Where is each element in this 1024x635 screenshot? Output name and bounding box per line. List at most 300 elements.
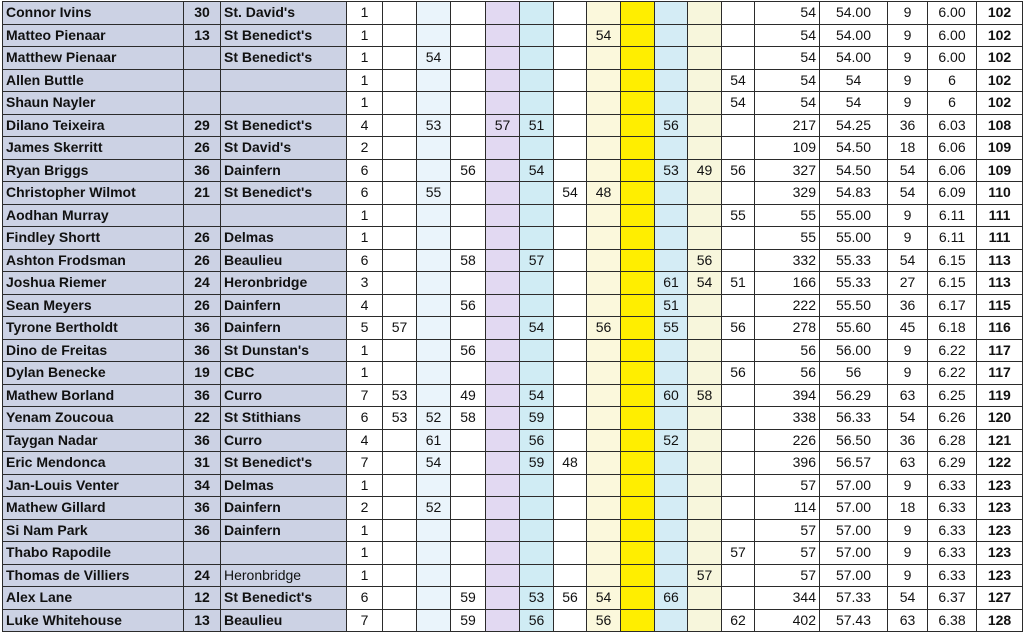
- rounds-played: 1: [347, 69, 383, 92]
- par-total: 9: [888, 564, 928, 587]
- round-score: [722, 429, 755, 452]
- player-name: Dilano Teixeira: [3, 114, 184, 137]
- rank: 110: [977, 182, 1023, 205]
- round-score: [688, 317, 722, 340]
- round-score: [520, 137, 554, 160]
- round-score: [621, 92, 655, 115]
- average-score: 54.00: [820, 47, 888, 70]
- round-score: [688, 92, 722, 115]
- round-score: [655, 24, 688, 47]
- table-row: [3, 2, 1023, 25]
- round-score: [554, 159, 587, 182]
- average-score: 56.29: [820, 384, 888, 407]
- rounds-played: 1: [347, 564, 383, 587]
- round-score: [621, 137, 655, 160]
- round-score: 56: [688, 249, 722, 272]
- round-score: [554, 92, 587, 115]
- round-score: 54: [520, 384, 554, 407]
- average-score: 56.50: [820, 429, 888, 452]
- round-score: [688, 137, 722, 160]
- round-score: [486, 92, 520, 115]
- round-score: [486, 497, 520, 520]
- average-score: 57.00: [820, 497, 888, 520]
- round-score: [383, 519, 417, 542]
- rank: 128: [977, 609, 1023, 632]
- round-score: [655, 564, 688, 587]
- round-score: 59: [520, 407, 554, 430]
- table-row: [3, 137, 1023, 160]
- rounds-played: 6: [347, 249, 383, 272]
- round-score: [722, 564, 755, 587]
- total-score: 54: [755, 92, 820, 115]
- table-row: [3, 609, 1023, 632]
- round-score: 56: [722, 159, 755, 182]
- per-hole-average: 6.33: [928, 497, 977, 520]
- round-score: [722, 452, 755, 475]
- round-score: [486, 609, 520, 632]
- round-score: [554, 137, 587, 160]
- round-score: [587, 2, 621, 25]
- table-row: [3, 47, 1023, 70]
- round-score: 54: [587, 24, 621, 47]
- handicap: 36: [184, 497, 221, 520]
- total-score: 54: [755, 24, 820, 47]
- round-score: [451, 542, 486, 565]
- table-row: [3, 339, 1023, 362]
- total-score: 54: [755, 69, 820, 92]
- par-total: 63: [888, 452, 928, 475]
- round-score: [486, 2, 520, 25]
- round-score: [655, 92, 688, 115]
- total-score: 54: [755, 47, 820, 70]
- rounds-played: 1: [347, 92, 383, 115]
- round-score: [722, 2, 755, 25]
- round-score: [587, 92, 621, 115]
- round-score: [587, 47, 621, 70]
- handicap: [184, 542, 221, 565]
- round-score: 53: [383, 384, 417, 407]
- round-score: [417, 609, 451, 632]
- table-row: [3, 159, 1023, 182]
- handicap: 22: [184, 407, 221, 430]
- round-score: [486, 47, 520, 70]
- player-name: Si Nam Park: [3, 519, 184, 542]
- round-score: [688, 47, 722, 70]
- club-name: Curro: [221, 429, 347, 452]
- per-hole-average: 6.29: [928, 452, 977, 475]
- round-score: [655, 47, 688, 70]
- round-score: [554, 497, 587, 520]
- round-score: [520, 362, 554, 385]
- par-total: 27: [888, 272, 928, 295]
- per-hole-average: 6.22: [928, 362, 977, 385]
- round-score: [417, 587, 451, 610]
- total-score: 55: [755, 204, 820, 227]
- round-score: 66: [655, 587, 688, 610]
- club-name: St Benedict's: [221, 587, 347, 610]
- round-score: [688, 2, 722, 25]
- rank: 113: [977, 272, 1023, 295]
- round-score: [688, 587, 722, 610]
- round-score: 59: [451, 609, 486, 632]
- round-score: [722, 497, 755, 520]
- total-score: 56: [755, 362, 820, 385]
- par-total: 18: [888, 497, 928, 520]
- round-score: [383, 452, 417, 475]
- round-score: [587, 204, 621, 227]
- club-name: St Benedict's: [221, 24, 347, 47]
- round-score: [587, 407, 621, 430]
- per-hole-average: 6.28: [928, 429, 977, 452]
- rounds-played: 7: [347, 609, 383, 632]
- average-score: 54: [820, 69, 888, 92]
- round-score: [417, 92, 451, 115]
- round-score: [417, 249, 451, 272]
- average-score: 54.00: [820, 24, 888, 47]
- player-name: Matthew Pienaar: [3, 47, 184, 70]
- round-score: [688, 69, 722, 92]
- round-score: [486, 407, 520, 430]
- rounds-played: 7: [347, 384, 383, 407]
- round-score: [520, 542, 554, 565]
- total-score: 338: [755, 407, 820, 430]
- table-row: [3, 407, 1023, 430]
- round-score: [688, 542, 722, 565]
- rank: 109: [977, 159, 1023, 182]
- round-score: [451, 204, 486, 227]
- rank: 116: [977, 317, 1023, 340]
- average-score: 57.00: [820, 474, 888, 497]
- round-score: [383, 564, 417, 587]
- rounds-played: 1: [347, 204, 383, 227]
- round-score: [451, 452, 486, 475]
- round-score: 48: [587, 182, 621, 205]
- club-name: Delmas: [221, 474, 347, 497]
- club-name: St Benedict's: [221, 182, 347, 205]
- round-score: [486, 24, 520, 47]
- total-score: 222: [755, 294, 820, 317]
- club-name: Dainfern: [221, 497, 347, 520]
- round-score: [383, 69, 417, 92]
- club-name: Heronbridge: [221, 272, 347, 295]
- round-score: [554, 542, 587, 565]
- par-total: 54: [888, 407, 928, 430]
- round-score: [621, 272, 655, 295]
- round-score: [722, 227, 755, 250]
- rank: 102: [977, 2, 1023, 25]
- round-score: [520, 339, 554, 362]
- round-score: [383, 92, 417, 115]
- round-score: 53: [383, 407, 417, 430]
- round-score: 54: [722, 69, 755, 92]
- par-total: 36: [888, 429, 928, 452]
- par-total: 9: [888, 474, 928, 497]
- round-score: [486, 137, 520, 160]
- average-score: 55.00: [820, 227, 888, 250]
- handicap: 36: [184, 159, 221, 182]
- round-score: 52: [655, 429, 688, 452]
- round-score: [451, 182, 486, 205]
- per-hole-average: 6.15: [928, 249, 977, 272]
- par-total: 9: [888, 519, 928, 542]
- total-score: 226: [755, 429, 820, 452]
- round-score: [451, 474, 486, 497]
- player-name: Jan-Louis Venter: [3, 474, 184, 497]
- total-score: 396: [755, 452, 820, 475]
- round-score: [451, 564, 486, 587]
- round-score: 61: [655, 272, 688, 295]
- round-score: [621, 249, 655, 272]
- round-score: [417, 137, 451, 160]
- total-score: 109: [755, 137, 820, 160]
- handicap: [184, 47, 221, 70]
- average-score: 54.50: [820, 159, 888, 182]
- round-score: [383, 587, 417, 610]
- average-score: 55.00: [820, 204, 888, 227]
- round-score: 56: [451, 159, 486, 182]
- handicap: 12: [184, 587, 221, 610]
- round-score: [587, 452, 621, 475]
- player-name: Alex Lane: [3, 587, 184, 610]
- round-score: [621, 452, 655, 475]
- round-score: [554, 519, 587, 542]
- round-score: [451, 24, 486, 47]
- par-total: 9: [888, 227, 928, 250]
- total-score: 329: [755, 182, 820, 205]
- rounds-played: 1: [347, 24, 383, 47]
- round-score: 51: [722, 272, 755, 295]
- round-score: [554, 204, 587, 227]
- rounds-played: 4: [347, 294, 383, 317]
- round-score: [621, 362, 655, 385]
- handicap: [184, 204, 221, 227]
- round-score: [587, 384, 621, 407]
- round-score: 57: [722, 542, 755, 565]
- par-total: 54: [888, 249, 928, 272]
- round-score: [688, 362, 722, 385]
- table-row: [3, 587, 1023, 610]
- player-name: Luke Whitehouse: [3, 609, 184, 632]
- table-row: [3, 182, 1023, 205]
- round-score: [722, 24, 755, 47]
- round-score: [451, 47, 486, 70]
- per-hole-average: 6.33: [928, 474, 977, 497]
- table-row: [3, 92, 1023, 115]
- round-score: [655, 204, 688, 227]
- per-hole-average: 6.33: [928, 542, 977, 565]
- player-name: Mathew Borland: [3, 384, 184, 407]
- round-score: [383, 114, 417, 137]
- round-score: [417, 159, 451, 182]
- rank: 121: [977, 429, 1023, 452]
- table-row: [3, 24, 1023, 47]
- par-total: 36: [888, 294, 928, 317]
- rank: 120: [977, 407, 1023, 430]
- club-name: CBC: [221, 362, 347, 385]
- average-score: 54.83: [820, 182, 888, 205]
- rank: 109: [977, 137, 1023, 160]
- round-score: 56: [520, 609, 554, 632]
- round-score: [383, 204, 417, 227]
- round-score: [383, 2, 417, 25]
- rounds-played: 3: [347, 272, 383, 295]
- per-hole-average: 6.00: [928, 2, 977, 25]
- round-score: [554, 24, 587, 47]
- round-score: [486, 294, 520, 317]
- round-score: 51: [520, 114, 554, 137]
- round-score: [451, 114, 486, 137]
- player-name: Christopher Wilmot: [3, 182, 184, 205]
- round-score: [383, 542, 417, 565]
- rounds-played: 1: [347, 519, 383, 542]
- round-score: [688, 339, 722, 362]
- handicap: 26: [184, 137, 221, 160]
- round-score: [554, 384, 587, 407]
- round-score: [587, 137, 621, 160]
- round-score: [383, 249, 417, 272]
- round-score: [417, 519, 451, 542]
- per-hole-average: 6.03: [928, 114, 977, 137]
- round-score: [621, 159, 655, 182]
- round-score: [417, 2, 451, 25]
- par-total: 9: [888, 47, 928, 70]
- handicap: 31: [184, 452, 221, 475]
- handicap: [184, 92, 221, 115]
- rank: 102: [977, 24, 1023, 47]
- rank: 102: [977, 69, 1023, 92]
- round-score: 57: [383, 317, 417, 340]
- club-name: [221, 92, 347, 115]
- par-total: 9: [888, 204, 928, 227]
- per-hole-average: 6.06: [928, 137, 977, 160]
- rank: 115: [977, 294, 1023, 317]
- round-score: [520, 294, 554, 317]
- club-name: Dainfern: [221, 317, 347, 340]
- par-total: 54: [888, 159, 928, 182]
- round-score: [688, 609, 722, 632]
- rounds-played: 6: [347, 159, 383, 182]
- table-row: [3, 384, 1023, 407]
- round-score: [587, 69, 621, 92]
- player-name: Tyrone Bertholdt: [3, 317, 184, 340]
- table-row: [3, 429, 1023, 452]
- round-score: 49: [688, 159, 722, 182]
- round-score: [621, 227, 655, 250]
- total-score: 327: [755, 159, 820, 182]
- round-score: [451, 227, 486, 250]
- round-score: [486, 249, 520, 272]
- round-score: [621, 564, 655, 587]
- round-score: 53: [520, 587, 554, 610]
- round-score: [383, 294, 417, 317]
- total-score: 394: [755, 384, 820, 407]
- round-score: [520, 227, 554, 250]
- round-score: 54: [520, 317, 554, 340]
- table-row: [3, 272, 1023, 295]
- round-score: 53: [417, 114, 451, 137]
- round-score: 54: [417, 452, 451, 475]
- round-score: [417, 339, 451, 362]
- rounds-played: 1: [347, 362, 383, 385]
- rank: 117: [977, 362, 1023, 385]
- per-hole-average: 6: [928, 92, 977, 115]
- round-score: [587, 429, 621, 452]
- player-name: Matteo Pienaar: [3, 24, 184, 47]
- round-score: [587, 159, 621, 182]
- rank: 117: [977, 339, 1023, 362]
- average-score: 57.00: [820, 542, 888, 565]
- round-score: [621, 182, 655, 205]
- round-score: [688, 114, 722, 137]
- handicap: 34: [184, 474, 221, 497]
- round-score: [417, 542, 451, 565]
- rounds-played: 6: [347, 587, 383, 610]
- round-score: 55: [722, 204, 755, 227]
- round-score: [621, 407, 655, 430]
- round-score: [383, 362, 417, 385]
- table-row: [3, 542, 1023, 565]
- average-score: 57.00: [820, 564, 888, 587]
- round-score: [722, 587, 755, 610]
- per-hole-average: 6.33: [928, 564, 977, 587]
- round-score: [486, 542, 520, 565]
- round-score: 56: [655, 114, 688, 137]
- total-score: 57: [755, 564, 820, 587]
- round-score: 56: [587, 317, 621, 340]
- total-score: 278: [755, 317, 820, 340]
- round-score: [417, 564, 451, 587]
- rank: 123: [977, 497, 1023, 520]
- round-score: [722, 407, 755, 430]
- average-score: 57.43: [820, 609, 888, 632]
- round-score: 56: [722, 362, 755, 385]
- round-score: [688, 407, 722, 430]
- round-score: [520, 564, 554, 587]
- round-score: [655, 542, 688, 565]
- round-score: [621, 339, 655, 362]
- player-name: Ashton Frodsman: [3, 249, 184, 272]
- club-name: Dainfern: [221, 294, 347, 317]
- round-score: 56: [554, 587, 587, 610]
- total-score: 57: [755, 519, 820, 542]
- round-score: [722, 474, 755, 497]
- round-score: [520, 272, 554, 295]
- round-score: [486, 587, 520, 610]
- average-score: 55.60: [820, 317, 888, 340]
- round-score: [486, 452, 520, 475]
- round-score: 51: [655, 294, 688, 317]
- round-score: [722, 249, 755, 272]
- round-score: [486, 429, 520, 452]
- round-score: [554, 114, 587, 137]
- round-score: [486, 272, 520, 295]
- round-score: [688, 497, 722, 520]
- round-score: [655, 452, 688, 475]
- round-score: [486, 564, 520, 587]
- round-score: [554, 294, 587, 317]
- round-score: [554, 227, 587, 250]
- club-name: Dainfern: [221, 159, 347, 182]
- round-score: 56: [520, 429, 554, 452]
- per-hole-average: 6.38: [928, 609, 977, 632]
- round-score: [520, 47, 554, 70]
- club-name: St David's: [221, 137, 347, 160]
- table-row: [3, 227, 1023, 250]
- leaderboard-rows: [3, 2, 1023, 632]
- rounds-played: 1: [347, 47, 383, 70]
- rounds-played: 7: [347, 452, 383, 475]
- round-score: [520, 497, 554, 520]
